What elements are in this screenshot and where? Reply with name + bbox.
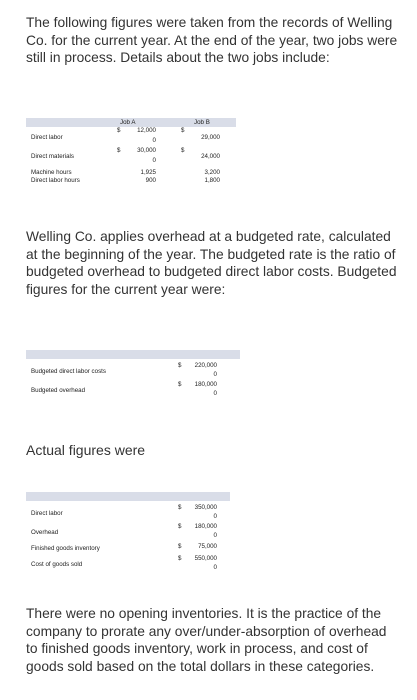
row-label-budgeted-direct-labor: Budgeted direct labor costs xyxy=(31,368,106,375)
row-label-direct-materials: Direct materials xyxy=(31,153,74,160)
actual-overhead-dollar: $ xyxy=(178,523,182,530)
actual-overhead-extra: 0 xyxy=(213,532,217,539)
row-label-machine-hours: Machine hours xyxy=(31,169,72,176)
actual-direct-labor-extra: 0 xyxy=(213,513,217,520)
job-a-direct-materials: 30,000 xyxy=(137,147,156,154)
finished-goods-dollar: $ xyxy=(178,543,182,550)
budgeted-direct-labor-dollar: $ xyxy=(178,362,182,369)
actual-direct-labor-dollar: $ xyxy=(178,504,182,511)
closing-paragraph: There were no opening inventories. It is the practice of the company to prorate any over/under-absorption of overhead to finished goods inventory, work in process, and cost of goods sold based on the total dollars in these categories. xyxy=(26,606,387,674)
row-label-budgeted-overhead: Budgeted overhead xyxy=(31,387,86,394)
actual-direct-labor-value: 350,000 xyxy=(194,504,217,511)
overhead-paragraph: Welling Co. applies overhead at a budgeted rate, calculated at the beginning of the year. The budgeted rate is the ratio of budgeted overhead to budgeted direct labor costs. Budgeted figures for the current year were: xyxy=(26,229,397,297)
job-b-direct-materials: 24,000 xyxy=(201,153,220,160)
budgeted-direct-labor-extra: 0 xyxy=(213,371,217,378)
job-a-direct-labor-hours: 900 xyxy=(145,177,156,184)
job-b-header: Job B xyxy=(194,119,210,126)
row-label-finished-goods: Finished goods inventory xyxy=(31,545,100,552)
job-b-direct-materials-dollar: $ xyxy=(181,147,185,154)
row-label-direct-labor: Direct labor xyxy=(31,134,63,141)
budget-table-header-band xyxy=(26,350,240,359)
job-b-direct-labor-hours: 1,800 xyxy=(204,177,220,184)
finished-goods-value: 75,000 xyxy=(198,543,217,550)
job-b-machine-hours: 3,200 xyxy=(204,169,220,176)
row-label-direct-labor-hours: Direct labor hours xyxy=(31,177,80,184)
intro-paragraph: The following figures were taken from the records of Welling Co. for the current year. At the end of the year, two jobs were still in process. Details about the two jobs include: xyxy=(26,15,398,66)
actual-heading: Actual figures were xyxy=(26,442,146,458)
row-label-actual-direct-labor: Direct labor xyxy=(31,510,63,517)
actual-table-header-band xyxy=(26,492,230,501)
job-a-direct-materials-dollar: $ xyxy=(117,147,121,154)
job-b-direct-labor: 29,000 xyxy=(201,134,220,141)
budgeted-overhead-value: 180,000 xyxy=(194,381,217,388)
budgeted-overhead-extra: 0 xyxy=(213,390,217,397)
job-a-direct-labor: 12,000 xyxy=(137,127,156,134)
job-a-machine-hours: 1,925 xyxy=(140,169,156,176)
actual-overhead-value: 180,000 xyxy=(194,523,217,530)
cost-of-goods-sold-dollar: $ xyxy=(178,555,182,562)
job-a-direct-labor-extra: 0 xyxy=(152,137,156,144)
row-label-actual-overhead: Overhead xyxy=(31,529,59,536)
job-a-header: Job A xyxy=(120,119,136,126)
job-a-direct-materials-extra: 0 xyxy=(152,157,156,164)
row-label-cost-of-goods-sold: Cost of goods sold xyxy=(31,561,83,568)
budgeted-direct-labor-value: 220,000 xyxy=(194,362,217,369)
cost-of-goods-sold-extra: 0 xyxy=(213,564,217,571)
job-b-direct-labor-dollar: $ xyxy=(181,127,185,134)
budgeted-overhead-dollar: $ xyxy=(178,381,182,388)
job-a-direct-labor-dollar: $ xyxy=(117,127,121,134)
cost-of-goods-sold-value: 550,000 xyxy=(194,555,217,562)
